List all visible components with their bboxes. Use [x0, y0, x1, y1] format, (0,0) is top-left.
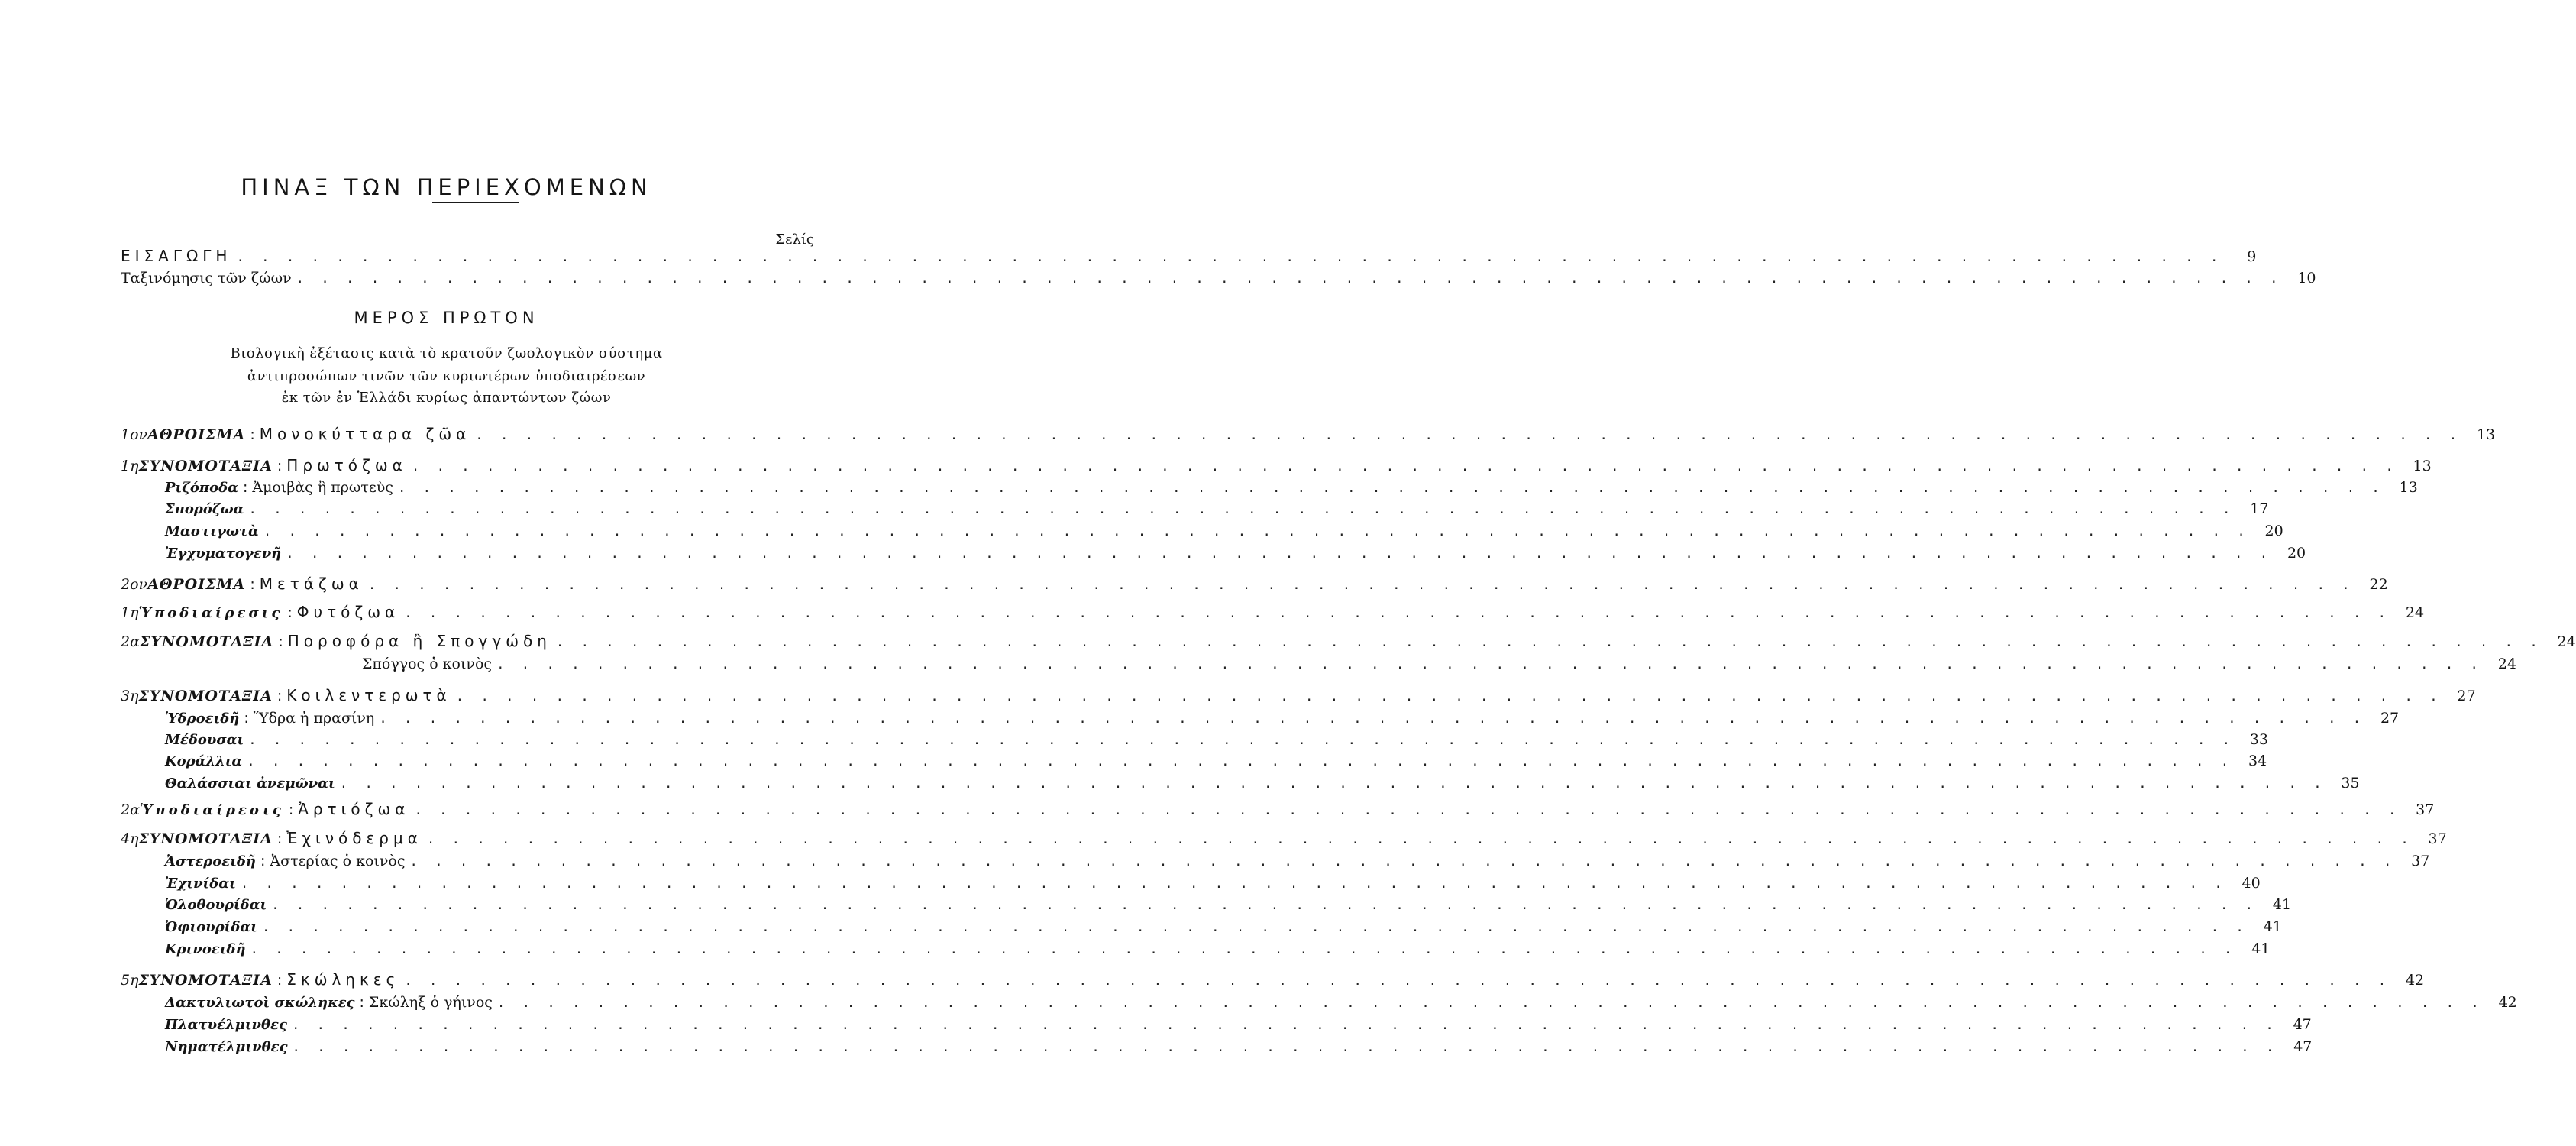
entry-title: Ἀστερίας ὁ κοινὸς	[270, 853, 406, 869]
entry-subheading: Πλατυέλμινθες	[165, 1017, 287, 1033]
page-number: 10	[2297, 270, 2316, 286]
dot-leader: . . . . . . . . . . . . . . . . . . . . . . . . . . . . . . . . . . . . . . . . . . . . . . . . . . . . . . . . . . . . . . . . . . . . . . . . . . . . . . . .	[293, 1037, 2280, 1055]
toc-entry	[121, 873, 2261, 895]
entry-title: Σκώληξ ὁ γήινος	[368, 994, 493, 1011]
entry-number: 1η	[121, 604, 139, 621]
entry-title: Πορoφόρα ἢ Σπογγώδη	[287, 632, 551, 650]
toc-entry	[121, 686, 2476, 707]
toc-entry	[121, 939, 2271, 960]
page-number: 17	[2250, 500, 2269, 517]
entry-subheading: Μαστιγωτὰ	[165, 523, 259, 539]
toc-entry	[121, 992, 2517, 1014]
dot-leader: . . . . . . . . . . . . . . . . . . . . . . . . . . . . . . . . . . . . . . . . . . . . . . . . . . . . . . . . . . . . . . . . . . . . . . . . . . . . . . . .	[248, 751, 2235, 769]
page-number: 24	[2405, 604, 2425, 621]
title-underline	[432, 202, 519, 203]
toc-entry	[121, 773, 2360, 795]
entry-subheading: Ἀστεροειδῆ	[165, 853, 257, 869]
dot-leader: . . . . . . . . . . . . . . . . . . . . . . . . . . . . . . . . . . . . . . . . . . . . . . . . . . . . . . . . . . . . . . . . . . . . . . . . . . . . . . . .	[297, 268, 2284, 286]
toc-entry	[121, 751, 2267, 772]
page-title: ΠΙΝΑΞ ΤΩΝ ΠΕΡΙΕΧΟΜΕΝΩΝ	[241, 174, 652, 200]
pages-column-header: Σελίς	[775, 231, 814, 248]
toc-entry	[121, 425, 2496, 446]
dot-leader: . . . . . . . . . . . . . . . . . . . . . . . . . . . . . . . . . . . . . . . . . . . . . . . . . . . . . . . . . . . . . . . . . . . . . . . . . . . . . . . .	[250, 730, 2237, 748]
entry-subheading: Ριζόποδα	[165, 480, 238, 496]
entry-subheading: Ὁλοθουρίδαι	[165, 897, 267, 913]
colon-separator: :	[276, 458, 283, 474]
toc-entry	[121, 1015, 2312, 1036]
dot-leader: . . . . . . . . . . . . . . . . . . . . . . . . . . . . . . . . . . . . . . . . . . . . . . . . . . . . . . . . . . . . . . . . . . . . . . . . . . . . . . . .	[369, 575, 2356, 593]
entry-number: 5η	[121, 972, 139, 989]
dot-leader: . . . . . . . . . . . . . . . . . . . . . . . . . . . . . . . . . . . . . . . . . . . . . . . . . . . . . . . . . . . . . . . . . . . . . . . . . . . . . . . .	[406, 970, 2393, 989]
dot-leader: . . . . . . . . . . . . . . . . . . . . . . . . . . . . . . . . . . . . . . . . . . . . . . . . . . . . . . . . . . . . . . . . . . . . . . . . . . . . . . . .	[477, 425, 2464, 443]
page-number: 37	[2416, 801, 2435, 818]
page-number: 41	[2263, 918, 2282, 935]
dot-leader: . . . . . . . . . . . . . . . . . . . . . . . . . . . . . . . . . . . . . . . . . . . . . . . . . . . . . . . . . . . . . . . . . . . . . . . . . . . . . . . .	[380, 708, 2368, 727]
toc-entry	[121, 575, 2388, 596]
colon-separator: :	[287, 604, 293, 621]
toc-entry	[121, 895, 2292, 916]
dot-leader: . . . . . . . . . . . . . . . . . . . . . . . . . . . . . . . . . . . . . . . . . . . . . . . . . . . . . . . . . . . . . . . . . . . . . . . . . . . . . . . .	[406, 603, 2393, 621]
entry-subheading: Μέδουσαι	[165, 732, 244, 748]
page-number: 20	[2264, 523, 2283, 539]
entry-title: Σπόγγος ὁ κοινὸς	[362, 656, 493, 672]
page-number: 40	[2241, 875, 2261, 892]
dot-leader: . . . . . . . . . . . . . . . . . . . . . . . . . . . . . . . . . . . . . . . . . . . . . . . . . . . . . . . . . . . . . . . . . . . . . . . . . . . . . . . .	[457, 686, 2444, 704]
entry-title: Ἀμοιβὰς ἢ πρωτεὺς	[252, 479, 393, 496]
page-number: 41	[2251, 940, 2271, 957]
entry-title: Κοιλεντερωτὰ	[286, 686, 451, 704]
entry-subheading: Δακτυλιωτοὶ σκώληκες	[165, 995, 355, 1011]
dot-leader: . . . . . . . . . . . . . . . . . . . . . . . . . . . . . . . . . . . . . . . . . . . . . . . . . . . . . . . . . . . . . . . . . . . . . . . . . . . . . . . .	[251, 939, 2238, 957]
colon-separator: :	[276, 688, 283, 704]
toc-row-classification	[121, 268, 2316, 290]
page-number: 47	[2293, 1038, 2313, 1055]
colon-separator: :	[278, 633, 283, 650]
entry-subheading: Ὑδροειδῆ	[165, 711, 240, 727]
toc-row-introduction	[121, 247, 2257, 268]
page-number: 41	[2272, 896, 2292, 913]
toc-entry	[121, 1037, 2313, 1058]
dot-leader: . . . . . . . . . . . . . . . . . . . . . . . . . . . . . . . . . . . . . . . . . . . . . . . . . . . . . . . . . . . . . . . . . . . . . . . . . . . . . . . .	[411, 851, 2398, 869]
entry-number: 4η	[121, 830, 139, 847]
toc-entry	[121, 730, 2269, 751]
dot-leader: . . . . . . . . . . . . . . . . . . . . . . . . . . . . . . . . . . . . . . . . . . . . . . . . . . . . . . . . . . . . . . . . . . . . . . . . . . . . . . . .	[341, 773, 2328, 792]
page-number: 9	[2247, 248, 2257, 265]
toc-entry	[121, 970, 2425, 992]
entry-heading: Ὑποδιαίρεσις	[139, 802, 284, 818]
dot-leader: . . . . . . . . . . . . . . . . . . . . . . . . . . . . . . . . . . . . . . . . . . . . . . . . . . . . . . . . . . . . . . . . . . . . . . . . . . . . . . . .	[293, 1015, 2280, 1033]
colon-separator: :	[276, 830, 283, 847]
entry-number: 2α	[121, 801, 140, 818]
toc-entry	[121, 708, 2400, 730]
dot-leader: . . . . . . . . . . . . . . . . . . . . . . . . . . . . . . . . . . . . . . . . . . . . . . . . . . . . . . . . . . . . . . . . . . . . . . . . . . . . . . . .	[250, 499, 2237, 517]
entry-heading: ΣΥΝΟΜΟΤΑΞΙΑ	[138, 458, 273, 474]
page-number: 34	[2248, 753, 2267, 769]
part-description-line: ἀντιπροσώπων τινῶν τῶν κυριωτέρων ὑποδιαιρέσεων	[247, 368, 646, 384]
page-number: 13	[2413, 458, 2432, 474]
dot-leader: . . . . . . . . . . . . . . . . . . . . . . . . . . . . . . . . . . . . . . . . . . . . . . . . . . . . . . . . . . . . . . . . . . . . . . . . . . . . . . . .	[415, 800, 2403, 818]
entry-title: Σκώληκες	[286, 970, 400, 989]
dot-leader: . . . . . . . . . . . . . . . . . . . . . . . . . . . . . . . . . . . . . . . . . . . . . . . . . . . . . . . . . . . . . . . . . . . . . . . . . . . . . . . .	[238, 247, 2225, 265]
entry-subheading: Ὀφιουρίδαι	[165, 919, 257, 935]
entry-number: 2ον	[121, 576, 148, 593]
dot-leader: . . . . . . . . . . . . . . . . . . . . . . . . . . . . . . . . . . . . . . . . . . . . . . . . . . . . . . . . . . . . . . . . . . . . . . . . . . . . . . . .	[428, 829, 2415, 847]
toc-entry	[121, 543, 2306, 565]
colon-separator: :	[288, 801, 294, 818]
toc-entry	[121, 654, 2516, 675]
page-number: 42	[2405, 972, 2425, 989]
entry-subheading: Ἐχινίδαι	[165, 876, 236, 892]
dot-leader: . . . . . . . . . . . . . . . . . . . . . . . . . . . . . . . . . . . . . . . . . . . . . . . . . . . . . . . . . . . . . . . . . . . . . . . . . . . . . . . .	[399, 478, 2386, 496]
dot-leader: . . . . . . . . . . . . . . . . . . . . . . . . . . . . . . . . . . . . . . . . . . . . . . . . . . . . . . . . . . . . . . . . . . . . . . . . . . . . . . . .	[241, 873, 2229, 892]
toc-entry	[121, 829, 2447, 850]
toc-entry	[121, 456, 2432, 478]
part-description-line: Βιολογικὴ ἐξέτασις κατὰ τὸ κρατοῦν ζωολογικὸν σύστημα	[230, 345, 663, 361]
entry-subheading: Ἐγχυματογενῆ	[165, 545, 282, 562]
toc-entry	[121, 632, 2576, 653]
part-heading: ΜΕΡΟΣ ΠΡΩΤΟΝ	[354, 309, 539, 327]
dot-leader: . . . . . . . . . . . . . . . . . . . . . . . . . . . . . . . . . . . . . . . . . . . . . . . . . . . . . . . . . . . . . . . . . . . . . . . . . . . . . . . .	[557, 632, 2544, 650]
entry-subheading: Θαλάσσιαι ἀνεμῶναι	[165, 775, 335, 792]
page-number: 42	[2498, 994, 2517, 1011]
dot-leader: . . . . . . . . . . . . . . . . . . . . . . . . . . . . . . . . . . . . . . . . . . . . . . . . . . . . . . . . . . . . . . . . . . . . . . . . . . . . . . . .	[264, 521, 2251, 539]
toc-entry	[121, 603, 2425, 624]
entry-heading: ΣΥΝΟΜΟΤΑΞΙΑ	[138, 972, 273, 989]
entry-number: 2α	[121, 633, 140, 650]
page-number: 24	[2497, 656, 2516, 672]
entry-heading: ΑΘΡΟΙΣΜΑ	[147, 576, 246, 593]
page-number: 37	[2428, 830, 2447, 847]
entry-title: Ἐχινόδερμα	[286, 829, 422, 847]
colon-separator: :	[242, 479, 248, 496]
page-number: 27	[2380, 710, 2400, 727]
dot-leader: . . . . . . . . . . . . . . . . . . . . . . . . . . . . . . . . . . . . . . . . . . . . . . . . . . . . . . . . . . . . . . . . . . . . . . . . . . . . . . . .	[412, 456, 2400, 474]
entry-number: 1ον	[121, 426, 148, 443]
toc-entry	[121, 917, 2282, 938]
page-number: 13	[2399, 479, 2418, 496]
colon-separator: :	[244, 710, 249, 727]
colon-separator: :	[250, 426, 255, 443]
entry-heading: Ὑποδιαίρεσις	[138, 605, 283, 621]
entry-subheading: Σπορόζωα	[165, 501, 244, 517]
page-number: 24	[2557, 633, 2576, 650]
toc-entry	[121, 499, 2269, 520]
colon-separator: :	[250, 576, 255, 593]
dot-leader: . . . . . . . . . . . . . . . . . . . . . . . . . . . . . . . . . . . . . . . . . . . . . . . . . . . . . . . . . . . . . . . . . . . . . . . . . . . . . . . .	[498, 654, 2484, 672]
toc-entry	[121, 800, 2435, 821]
page-number: 33	[2249, 731, 2269, 748]
entry-number: 1η	[121, 458, 139, 474]
dot-leader: . . . . . . . . . . . . . . . . . . . . . . . . . . . . . . . . . . . . . . . . . . . . . . . . . . . . . . . . . . . . . . . . . . . . . . . . . . . . . . . .	[498, 992, 2485, 1011]
dot-leader: . . . . . . . . . . . . . . . . . . . . . . . . . . . . . . . . . . . . . . . . . . . . . . . . . . . . . . . . . . . . . . . . . . . . . . . . . . . . . . . .	[263, 917, 2250, 935]
toc-entry	[121, 478, 2418, 499]
dot-leader: . . . . . . . . . . . . . . . . . . . . . . . . . . . . . . . . . . . . . . . . . . . . . . . . . . . . . . . . . . . . . . . . . . . . . . . . . . . . . . . .	[287, 543, 2274, 562]
page-number: 20	[2287, 545, 2306, 562]
entry-heading: ΣΥΝΟΜΟΤΑΞΙΑ	[138, 688, 273, 704]
page-number: 47	[2293, 1016, 2312, 1033]
entry-subheading: Νηματέλμινθες	[165, 1039, 288, 1055]
page-number: 27	[2457, 688, 2476, 704]
entry-title: Μονοκύτταρα ζῶα	[259, 425, 471, 443]
toc-entry	[121, 521, 2283, 542]
entry-title: Ὕδρα ἡ πρασίνη	[253, 710, 375, 727]
entry-title: Πρωτόζωα	[286, 456, 407, 474]
dot-leader: . . . . . . . . . . . . . . . . . . . . . . . . . . . . . . . . . . . . . . . . . . . . . . . . . . . . . . . . . . . . . . . . . . . . . . . . . . . . . . . .	[273, 895, 2260, 913]
toc-label: ΕΙΣΑΓΩΓΗ	[121, 247, 232, 265]
part-description-line: ἐκ τῶν ἐν Ἑλλάδι κυρίως ἀπαντώντων ζώων	[281, 390, 612, 406]
page-number: 37	[2411, 853, 2430, 869]
toc-entry	[121, 851, 2430, 872]
page-number: 35	[2341, 775, 2360, 792]
toc-label: Ταξινόμησις τῶν ζώων	[121, 270, 292, 286]
entry-subheading: Κοράλλια	[165, 753, 243, 769]
entry-title: Ἀρτιόζωα	[298, 800, 410, 818]
entry-title: Φυτόζωα	[296, 603, 400, 621]
entry-heading: ΣΥΝΟΜΟΤΑΞΙΑ	[139, 633, 274, 650]
entry-subheading: Κρινοειδῆ	[165, 941, 246, 957]
entry-title: Μετάζωα	[259, 575, 364, 593]
entry-heading: ΣΥΝΟΜΟΤΑΞΙΑ	[138, 830, 273, 847]
entry-number: 3η	[121, 688, 139, 704]
colon-separator: :	[276, 972, 283, 989]
page-number: 13	[2476, 426, 2496, 443]
entry-heading: ΑΘΡΟΙΣΜΑ	[147, 426, 246, 443]
colon-separator: :	[359, 994, 364, 1011]
colon-separator: :	[260, 853, 266, 869]
page-number: 22	[2369, 576, 2388, 593]
